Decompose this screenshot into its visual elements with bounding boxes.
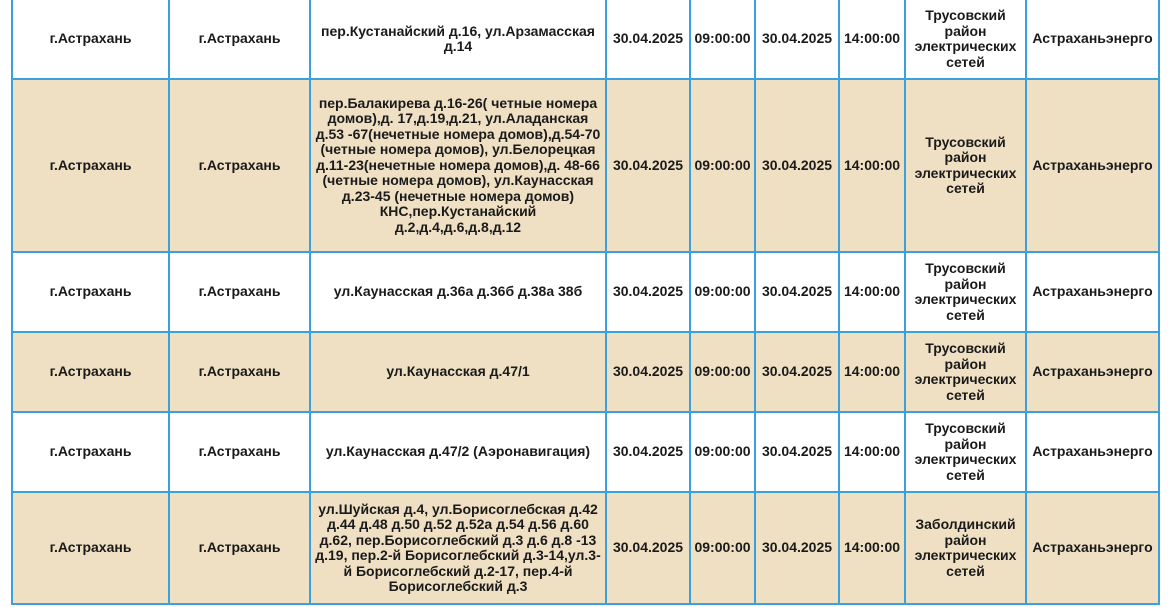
company-cell: Астраханьэнерго xyxy=(1026,412,1159,492)
district-cell: Трусовский район электрических сетей xyxy=(905,252,1026,332)
start-date-cell: 30.04.2025 xyxy=(606,492,690,604)
table-row xyxy=(12,332,1159,412)
end-time-cell: 14:00:00 xyxy=(839,79,905,252)
district-cell: Трусовский район электрических сетей xyxy=(905,79,1026,252)
address-cell: ул.Каунасская д.47/2 (Аэронавигация) xyxy=(310,412,606,492)
end-date-cell: 30.04.2025 xyxy=(755,412,839,492)
end-time-cell: 14:00:00 xyxy=(839,412,905,492)
region-cell: г.Астрахань xyxy=(12,492,169,604)
address-cell: ул.Каунасская д.47/1 xyxy=(310,332,606,412)
start-time-cell: 09:00:00 xyxy=(690,252,755,332)
company-cell: Астраханьэнерго xyxy=(1026,492,1159,604)
outage-schedule-table xyxy=(11,0,1160,605)
end-date-cell: 30.04.2025 xyxy=(755,492,839,604)
region-cell: г.Астрахань xyxy=(12,0,169,79)
locality-cell: г.Астрахань xyxy=(169,0,310,79)
start-date-cell: 30.04.2025 xyxy=(606,332,690,412)
end-time-cell: 14:00:00 xyxy=(839,332,905,412)
end-date-cell: 30.04.2025 xyxy=(755,0,839,79)
table-row xyxy=(12,0,1159,79)
locality-cell: г.Астрахань xyxy=(169,252,310,332)
table-row xyxy=(12,492,1159,604)
address-cell: ул.Шуйская д.4, ул.Борисоглебская д.42 д.44 д.48 д.50 д.52 д.52а д.54 д.56 д.60 д.62, пер.Борисоглебский д.3 д.6 д.8 -13 д.19, пер.2-й Борисоглебский д.3-14,ул.3-й Борисоглебский д.2-17, пер.4-й Борисоглебский д.3 xyxy=(310,492,606,604)
end-date-cell: 30.04.2025 xyxy=(755,79,839,252)
locality-cell: г.Астрахань xyxy=(169,412,310,492)
locality-cell: г.Астрахань xyxy=(169,79,310,252)
region-cell: г.Астрахань xyxy=(12,332,169,412)
end-time-cell: 14:00:00 xyxy=(839,492,905,604)
start-date-cell: 30.04.2025 xyxy=(606,0,690,79)
region-cell: г.Астрахань xyxy=(12,412,169,492)
start-time-cell: 09:00:00 xyxy=(690,79,755,252)
end-date-cell: 30.04.2025 xyxy=(755,332,839,412)
start-time-cell: 09:00:00 xyxy=(690,492,755,604)
address-cell: пер.Балакирева д.16-26( четные номера домов),д. 17,д.19,д.21, ул.Аладанская д.53 -67(нечетные номера домов),д.54-70 (четные номера домов), ул.Белорецкая д.11-23(нечетные номера домов),д. 48-66 (четные номера домов), ул.Каунасская д.23-45 (нечетные номера домов) КНС,пер.Кустанайский д.2,д.4,д.6,д.8,д.12 xyxy=(310,79,606,252)
district-cell: Трусовский район электрических сетей xyxy=(905,0,1026,79)
start-time-cell: 09:00:00 xyxy=(690,332,755,412)
company-cell: Астраханьэнерго xyxy=(1026,0,1159,79)
address-cell: ул.Каунасская д.36а д.36б д.38а 38б xyxy=(310,252,606,332)
table-row xyxy=(12,79,1159,252)
district-cell: Трусовский район электрических сетей xyxy=(905,332,1026,412)
end-time-cell: 14:00:00 xyxy=(839,0,905,79)
start-time-cell: 09:00:00 xyxy=(690,412,755,492)
start-date-cell: 30.04.2025 xyxy=(606,79,690,252)
start-time-cell: 09:00:00 xyxy=(690,0,755,79)
region-cell: г.Астрахань xyxy=(12,252,169,332)
end-date-cell: 30.04.2025 xyxy=(755,252,839,332)
company-cell: Астраханьэнерго xyxy=(1026,332,1159,412)
start-date-cell: 30.04.2025 xyxy=(606,412,690,492)
locality-cell: г.Астрахань xyxy=(169,492,310,604)
start-date-cell: 30.04.2025 xyxy=(606,252,690,332)
table-row xyxy=(12,252,1159,332)
end-time-cell: 14:00:00 xyxy=(839,252,905,332)
district-cell: Заболдинский район электрических сетей xyxy=(905,492,1026,604)
region-cell: г.Астрахань xyxy=(12,79,169,252)
district-cell: Трусовский район электрических сетей xyxy=(905,412,1026,492)
address-cell: пер.Кустанайский д.16, ул.Арзамасская д.14 xyxy=(310,0,606,79)
locality-cell: г.Астрахань xyxy=(169,332,310,412)
company-cell: Астраханьэнерго xyxy=(1026,252,1159,332)
company-cell: Астраханьэнерго xyxy=(1026,79,1159,252)
table-row xyxy=(12,412,1159,492)
